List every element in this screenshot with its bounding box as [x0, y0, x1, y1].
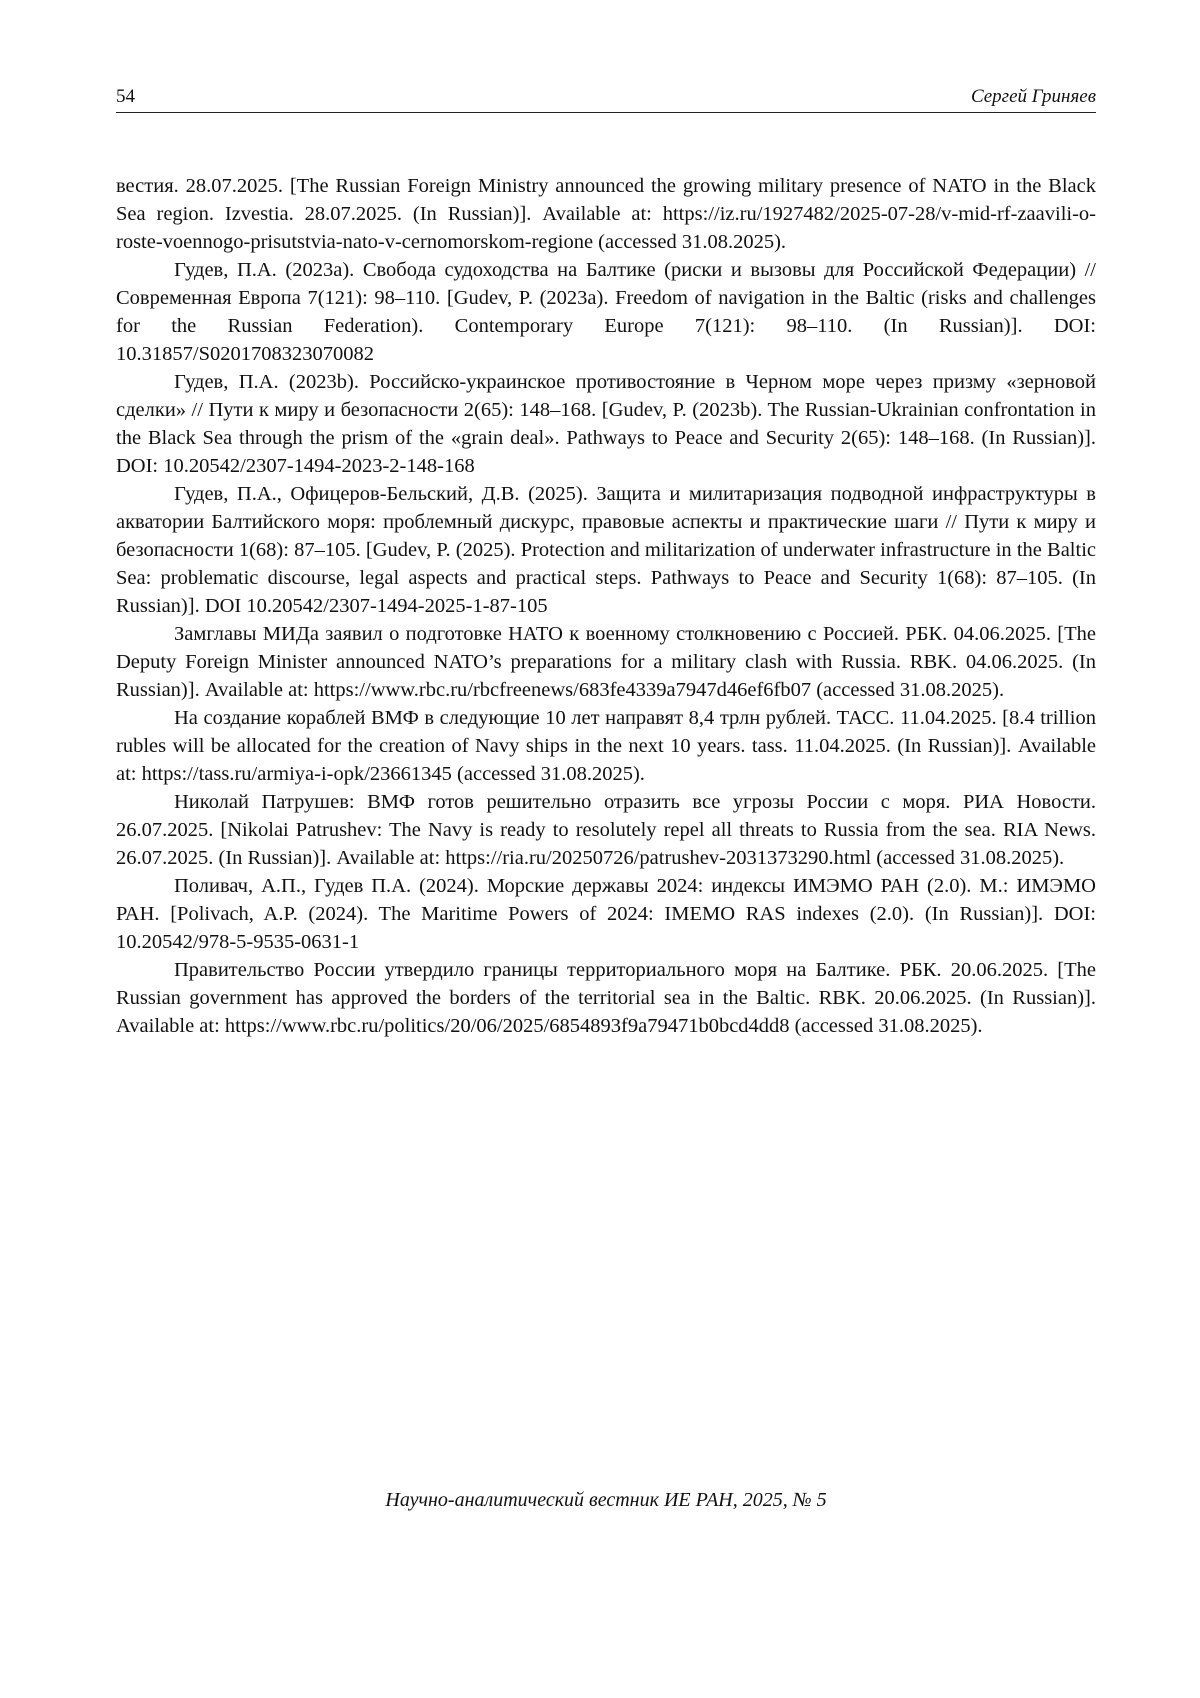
reference-entry: Николай Патрушев: ВМФ готов решительно отразить все угрозы России с моря. РИА Новости. 26.07.2025. [Nikolai Patrushev: The Navy is ready to resolutely repel all threats to Russia from the sea. RIA News. 26.07.2025. (In Russian)]. Available at: https://ria.ru/20250726/patrushev-2031373290.html (accessed 31.08.2025).	[116, 791, 1096, 869]
reference-entry: На создание кораблей ВМФ в следующие 10 лет направят 8,4 трлн рублей. ТАСС. 11.04.2025. [8.4 trillion rubles will be allocated for the creation of Navy ships in the next 10 years. tass. 11.04.2025. (In Russian)]. Available at: https://tass.ru/armiya-i-opk/23661345 (accessed 31.08.2025).	[116, 707, 1096, 785]
reference-entry: Поливач, А.П., Гудев П.А. (2024). Морские державы 2024: индексы ИМЭМО РАН (2.0). М.: ИМЭМО РАН. [Polivach, A.P. (2024). The Maritime Powers of 2024: IMEMO RAS indexes (2.0). (In Russian)]. DOI: 10.20542/978-5-9535-0631-1	[116, 875, 1096, 953]
reference-continuation: вестия. 28.07.2025. [The Russian Foreign Ministry announced the growing military presence of NATO in the Black Sea region. Izvestia. 28.07.2025. (In Russian)]. Available at: https://iz.ru/1927482/2025-07-28/v-mid-rf-zaavili-o-roste-voennogo-prisutstvia-nato-v-cernomorskom-regione (accessed 31.08.2025).	[116, 175, 1096, 253]
reference-entry: Гудев, П.А. (2023a). Свобода судоходства на Балтике (риски и вызовы для Российской Федерации) // Современная Европа 7(121): 98–110. [Gudev, P. (2023a). Freedom of navigation in the Baltic (risks and challenges for the Russian Federation). Contemporary Europe 7(121): 98–110. (In Russian)]. DOI: 10.31857/S0201708323070082	[116, 259, 1096, 365]
journal-footer: Научно-аналитический вестник ИЕ РАН, 2025, № 5	[385, 1489, 827, 1511]
reference-entry: Правительство России утвердило границы территориального моря на Балтике. РБК. 20.06.2025. [The Russian government has approved the borders of the territorial sea in the Baltic. RBK. 20.06.2025. (In Russian)]. Available at: https://www.rbc.ru/politics/20/06/2025/6854893f9a79471b0bcd4dd8 (accessed 31.08.2025).	[116, 959, 1096, 1037]
reference-entry: Гудев, П.А., Офицеров-Бельский, Д.В. (2025). Защита и милитаризация подводной инфраструктуры в акватории Балтийского моря: проблемный дискурс, правовые аспекты и практические шаги // Пути к миру и безопасности 1(68): 87–105. [Gudev, P. (2025). Protection and militarization of underwater infrastructure in the Baltic Sea: problematic discourse, legal aspects and practical steps. Pathways to Peace and Security 1(68): 87–105. (In Russian)]. DOI 10.20542/2307-1494-2025-1-87-105	[116, 483, 1096, 617]
reference-list	[116, 172, 1096, 1040]
reference-entry: Гудев, П.А. (2023b). Российско-украинское противостояние в Черном море через призму «зерновой сделки» // Пути к миру и безопасности 2(65): 148–168. [Gudev, P. (2023b). The Russian-Ukrainian confrontation in the Black Sea through the prism of the «grain deal». Pathways to Peace and Security 2(65): 148–168. (In Russian)]. DOI: 10.20542/2307-1494-2023-2-148-168	[116, 371, 1096, 477]
header-author: Сергей Гриняев	[970, 86, 1096, 107]
page-number: 54	[116, 86, 135, 107]
reference-entry: Замглавы МИДа заявил о подготовке НАТО к военному столкновению с Россией. РБК. 04.06.2025. [The Deputy Foreign Minister announced NATO’s preparations for a military clash with Russia. RBK. 04.06.2025. (In Russian)]. Available at: https://www.rbc.ru/rbcfreenews/683fe4339a7947d46ef6fb07 (accessed 31.08.2025).	[116, 623, 1096, 701]
running-header	[116, 86, 1096, 113]
